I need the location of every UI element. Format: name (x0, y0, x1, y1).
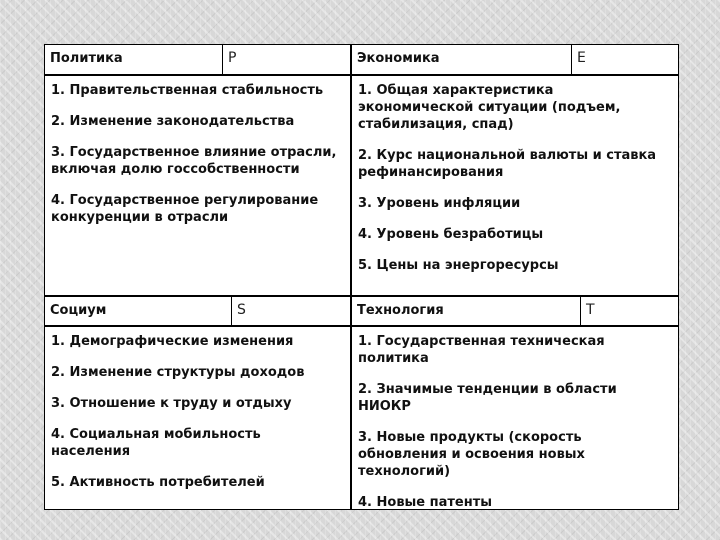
list-item: 4. Социальная мобильность населения (51, 427, 261, 459)
list-item: 3. Отношение к труду и отдыху (51, 396, 292, 411)
technology-code-letter: T (586, 302, 595, 318)
society-list (45, 327, 350, 509)
vertical-divider (350, 45, 352, 509)
list-item: 3. Новые продукты (скорость обновления и освоения новых технологий) (358, 430, 585, 479)
list-item: 4. Новые патенты (358, 495, 493, 510)
list-item: 1. Правительственная стабильность (51, 83, 324, 98)
list-item: 3. Уровень инфляции (358, 196, 521, 211)
list-item: 4. Уровень безработицы (358, 227, 544, 242)
society-code (232, 297, 350, 327)
society-title: Социум (50, 303, 107, 318)
politics-code-letter: P (228, 50, 237, 66)
list-item: 1. Демографические изменения (51, 334, 294, 349)
list-item: 2. Курс национальной валюты и ставка рефинансирования (358, 148, 657, 180)
technology-header (352, 297, 581, 327)
list-item: 3. Государственное влияние отрасли, включая долю госсобственности (51, 145, 337, 177)
society-header (45, 297, 232, 327)
list-item: 1. Государственная техническая политика (358, 334, 605, 366)
technology-code (581, 297, 678, 327)
economy-code-letter: E (577, 50, 586, 66)
technology-title: Технология (357, 303, 444, 318)
list-item: 5. Активность потребителей (51, 475, 265, 490)
list-item: 2. Изменение структуры доходов (51, 365, 305, 380)
list-item: 2. Значимые тенденции в области НИОКР (358, 382, 617, 414)
economy-code (572, 45, 678, 76)
horizontal-divider (45, 295, 678, 297)
politics-code (223, 45, 350, 76)
pest-table (44, 44, 679, 510)
list-item: 2. Изменение законодательства (51, 114, 295, 129)
list-item: 5. Цены на энергоресурсы (358, 258, 559, 273)
economy-header (352, 45, 572, 76)
society-code-letter: S (237, 302, 246, 318)
technology-list (352, 327, 678, 509)
politics-header (45, 45, 223, 76)
politics-title: Политика (50, 51, 123, 66)
list-item: 4. Государственное регулирование конкуренции в отрасли (51, 193, 319, 225)
economy-list (352, 76, 678, 295)
economy-title: Экономика (357, 51, 440, 66)
list-item: 1. Общая характеристика экономической ситуации (подъем, стабилизация, спад) (358, 83, 621, 132)
politics-list (45, 76, 350, 295)
